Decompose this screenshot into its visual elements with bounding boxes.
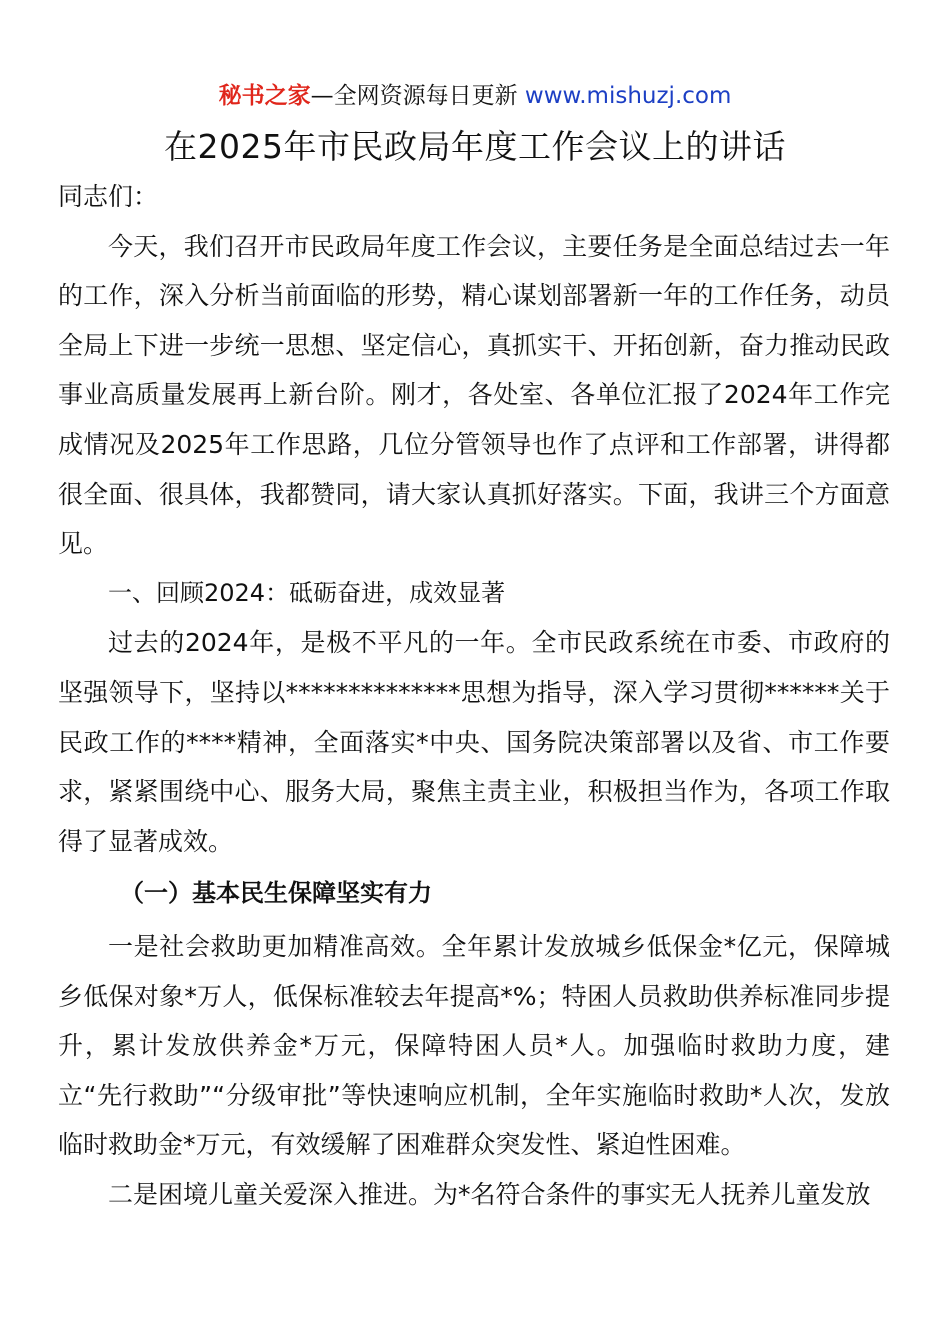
brand-name: 秘书之家: [218, 83, 311, 109]
document-body: [58, 172, 890, 1219]
header-slogan: —全网资源每日更新: [310, 83, 525, 109]
site-header: [0, 80, 950, 112]
subsection-heading-1: （一）基本民生保障坚实有力: [120, 879, 432, 908]
site-url-link[interactable]: www.mishuzj.com: [524, 83, 732, 109]
section-heading-1: 一、回顾2024：砥砺奋进，成效显著: [108, 578, 506, 607]
paragraph-review: 过去的2024年，是极不平凡的一年。全市民政系统在市委、市政府的坚强领导下，坚持以**************思想为指导，深入学习贯彻******关于民政工作的****精神，全面落实*中央、国务院决策部署以及省、市工作要求，紧紧围绕中心、服务大局，聚焦主责主业，积极担当作为，各项工作取得了显著成效。: [58, 628, 890, 856]
paragraph-intro: 今天，我们召开市民政局年度工作会议，主要任务是全面总结过去一年的工作，深入分析当前面临的形势，精心谋划部署新一年的工作任务，动员全局上下进一步统一思想、坚定信心，真抓实干、开拓创新，奋力推动民政事业高质量发展再上新台阶。刚才，各处室、各单位汇报了2024年工作完成情况及2025年工作思路，几位分管领导也作了点评和工作部署，讲得都很全面、很具体，我都赞同，请大家认真抓好落实。下面，我讲三个方面意见。: [58, 231, 890, 559]
paragraph-point-1: 一是社会救助更加精准高效。全年累计发放城乡低保金*亿元，保障城乡低保对象*万人，低保标准较去年提高*%；特困人员救助供养标准同步提升，累计发放供养金*万元，保障特困人员*人。加强临时救助力度，建立“先行救助”“分级审批”等快速响应机制，全年实施临时救助*人次，发放临时救助金*万元，有效缓解了困难群众突发性、紧迫性困难。: [58, 931, 890, 1160]
document-title: 在2025年市民政局年度工作会议上的讲话: [164, 127, 786, 166]
salutation: 同志们：: [58, 182, 159, 211]
paragraph-point-2: 二是困境儿童关爱深入推进。为*名符合条件的事实无人抚养儿童发放: [108, 1179, 871, 1209]
